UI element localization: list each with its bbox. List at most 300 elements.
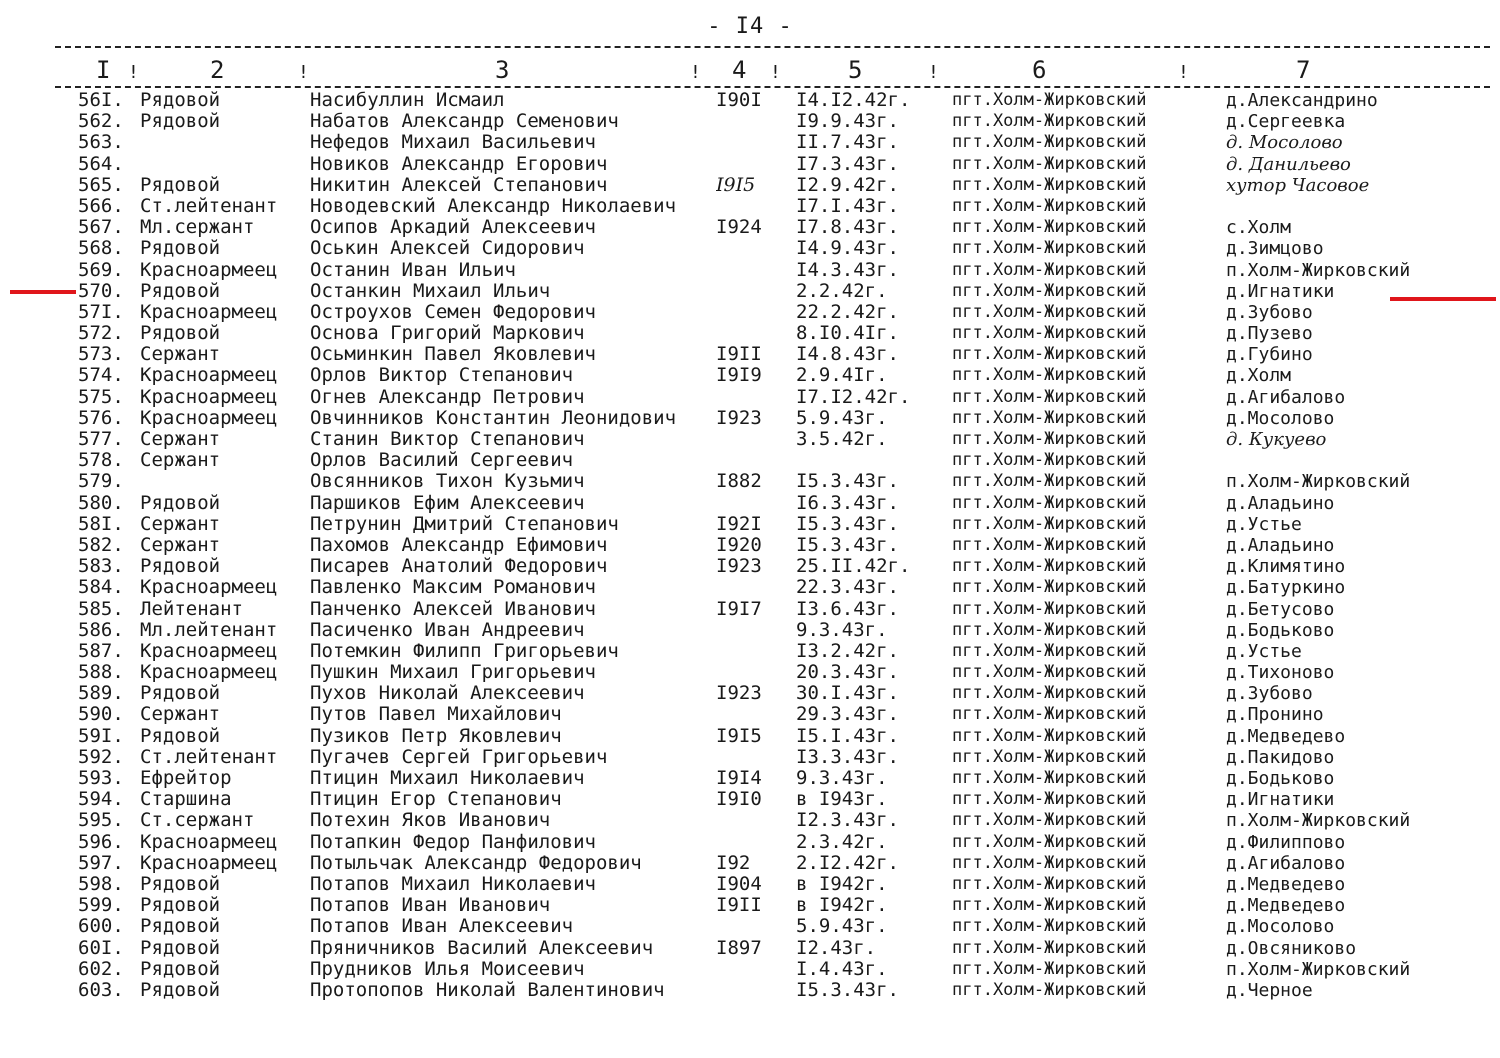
- row-number: 590.: [78, 703, 124, 726]
- table-row: [0, 768, 1500, 789]
- name-cell: Потыльчак Александр Федорович: [310, 852, 642, 874]
- death-date-cell: I5.3.43г.: [796, 979, 899, 1001]
- birth-year-cell: I924: [716, 217, 762, 239]
- origin-place-cell: д.Пронино: [1226, 704, 1324, 726]
- origin-place-cell: п.Холм-Жирковский: [1226, 471, 1411, 493]
- burial-place-cell: пгт.Холм-Жирковский: [952, 725, 1147, 746]
- name-cell: Прудников Илья Моисеевич: [310, 958, 585, 980]
- origin-place-cell: д.Агибалово: [1226, 852, 1346, 874]
- table-row: [0, 556, 1500, 577]
- origin-place-cell: д. Кукуево: [1226, 429, 1327, 450]
- table-row: [0, 959, 1500, 980]
- burial-place-cell: пгт.Холм-Жирковский: [952, 577, 1147, 598]
- origin-place-cell: д. Мосолово: [1226, 132, 1343, 154]
- rank-cell: Красноармеец: [140, 259, 278, 281]
- rank-cell: Сержант: [140, 450, 221, 472]
- column-separator: !: [928, 62, 939, 83]
- row-number: 57I.: [78, 300, 124, 323]
- death-date-cell: 5.9.43г.: [796, 916, 888, 938]
- name-cell: Останин Иван Ильич: [310, 259, 516, 281]
- name-cell: Пахомов Александр Ефимович: [310, 534, 608, 556]
- burial-place-cell: пгт.Холм-Жирковский: [952, 195, 1147, 216]
- death-date-cell: 5.9.43г.: [796, 407, 888, 429]
- column-header-year: 4: [732, 56, 747, 84]
- origin-place-cell: д.Бодьково: [1226, 768, 1335, 789]
- row-number: 578.: [78, 449, 124, 472]
- rank-cell: Рядовой: [140, 280, 221, 302]
- name-cell: Осьминкин Павел Яковлевич: [310, 344, 596, 366]
- origin-place-cell: д.Устье: [1226, 513, 1302, 535]
- rank-cell: Рядовой: [140, 916, 221, 938]
- death-date-cell: I5.3.43г.: [796, 513, 899, 535]
- burial-place-cell: пгт.Холм-Жирковский: [952, 513, 1147, 534]
- origin-place-cell: д.Мосолово: [1226, 916, 1335, 938]
- death-date-cell: I4.9.43г.: [796, 238, 899, 260]
- name-cell: Павленко Максим Романович: [310, 577, 596, 599]
- name-cell: Паршиков Ефим Алексеевич: [310, 492, 585, 514]
- table-row: [0, 281, 1500, 302]
- origin-place-cell: д.Игнатики: [1226, 789, 1335, 811]
- burial-place-cell: пгт.Холм-Жирковский: [952, 873, 1147, 894]
- origin-place-cell: д.Губино: [1226, 344, 1313, 366]
- name-cell: Орлов Виктор Степанович: [310, 365, 574, 387]
- burial-place-cell: пгт.Холм-Жирковский: [952, 746, 1147, 767]
- burial-place-cell: пгт.Холм-Жирковский: [952, 174, 1147, 195]
- death-date-cell: I7.I2.42г.: [796, 386, 911, 408]
- name-cell: Нефедов Михаил Васильевич: [310, 132, 596, 154]
- row-number: 596.: [78, 830, 124, 853]
- birth-year-cell: I9II: [716, 344, 762, 366]
- column-separator: !: [1178, 62, 1189, 83]
- name-cell: Новодевский Александр Николаевич: [310, 195, 677, 217]
- row-number: 574.: [78, 364, 124, 387]
- death-date-cell: I3.3.43г.: [796, 746, 899, 768]
- row-number: 576.: [78, 406, 124, 429]
- birth-year-cell: I92I: [716, 513, 762, 535]
- name-cell: Пряничников Василий Алексеевич: [310, 937, 654, 959]
- table-row: [0, 747, 1500, 768]
- row-number: 584.: [78, 576, 124, 599]
- origin-place-cell: д.Зимцово: [1226, 238, 1324, 260]
- rank-cell: Лейтенант: [140, 598, 243, 620]
- name-cell: Овсянников Тихон Кузьмич: [310, 471, 585, 493]
- row-number: 579.: [78, 470, 124, 493]
- name-cell: Оськин Алексей Сидорович: [310, 238, 585, 260]
- birth-year-cell: I9I9: [716, 365, 762, 387]
- row-number: 562.: [78, 110, 124, 133]
- name-cell: Пузиков Петр Яковлевич: [310, 725, 562, 747]
- death-date-cell: 2.I2.42г.: [796, 852, 899, 874]
- table-row: [0, 832, 1500, 853]
- column-header-place: 7: [1296, 56, 1311, 84]
- burial-place-cell: пгт.Холм-Жирковский: [952, 429, 1147, 449]
- row-number: 580.: [78, 491, 124, 514]
- table-row: [0, 450, 1500, 471]
- name-cell: Насибуллин Исмаил: [310, 90, 505, 111]
- birth-year-cell: I923: [716, 683, 762, 705]
- column-separator: !: [770, 62, 781, 83]
- burial-place-cell: пгт.Холм-Жирковский: [952, 492, 1147, 513]
- burial-place-cell: пгт.Холм-Жирковский: [952, 323, 1147, 344]
- death-date-cell: 9.3.43г.: [796, 619, 888, 641]
- rank-cell: Сержант: [140, 534, 221, 556]
- row-number: 58I.: [78, 512, 124, 535]
- death-date-cell: I3.6.43г.: [796, 598, 899, 620]
- row-number: 568.: [78, 237, 124, 260]
- column-header-rank: 2: [210, 56, 225, 84]
- table-row: [0, 662, 1500, 683]
- rank-cell: Рядовой: [140, 683, 221, 705]
- burial-place-cell: пгт.Холм-Жирковский: [952, 217, 1147, 238]
- rank-cell: Рядовой: [140, 323, 221, 345]
- rank-cell: Рядовой: [140, 873, 221, 895]
- row-number: 56I.: [78, 89, 124, 111]
- death-date-cell: I9.9.43г.: [796, 111, 899, 133]
- row-number: 575.: [78, 385, 124, 408]
- table-row: [0, 874, 1500, 895]
- burial-place-cell: пгт.Холм-Жирковский: [952, 958, 1147, 979]
- death-date-cell: в I942г.: [796, 895, 888, 917]
- table-row: [0, 493, 1500, 514]
- name-cell: Новиков Александр Егорович: [310, 153, 608, 175]
- death-date-cell: I7.3.43г.: [796, 153, 899, 175]
- rank-cell: Красноармеец: [140, 407, 278, 429]
- death-date-cell: 29.3.43г.: [796, 704, 899, 726]
- rank-cell: Рядовой: [140, 492, 221, 514]
- death-date-cell: I.4.43г.: [796, 958, 888, 980]
- table-row: [0, 344, 1500, 365]
- origin-place-cell: д.Климятино: [1226, 556, 1346, 578]
- name-cell: Петрунин Дмитрий Степанович: [310, 513, 619, 535]
- name-cell: Никитин Алексей Степанович: [310, 174, 608, 196]
- rank-cell: Рядовой: [140, 958, 221, 980]
- origin-place-cell: д.Зубово: [1226, 301, 1313, 323]
- origin-place-cell: д.Холм: [1226, 365, 1292, 387]
- row-number: 593.: [78, 767, 124, 789]
- origin-place-cell: д.Батуркино: [1226, 577, 1346, 599]
- birth-year-cell: I923: [716, 556, 762, 578]
- red-marker-right: [1390, 297, 1496, 301]
- table-row: [0, 90, 1500, 111]
- page-number: - I4 -: [707, 14, 793, 39]
- origin-place-cell: п.Холм-Жирковский: [1226, 259, 1411, 281]
- burial-place-cell: пгт.Холм-Жирковский: [952, 90, 1147, 110]
- origin-place-cell: д.Бетусово: [1226, 598, 1335, 620]
- death-date-cell: 25.II.42г.: [796, 556, 911, 578]
- birth-year-cell: I9I5: [716, 174, 756, 196]
- burial-place-cell: пгт.Холм-Жирковский: [952, 852, 1147, 873]
- origin-place-cell: д.Филиппово: [1226, 831, 1346, 853]
- name-cell: Птицин Егор Степанович: [310, 789, 562, 811]
- burial-place-cell: пгт.Холм-Жирковский: [952, 831, 1147, 852]
- rank-cell: Сержант: [140, 704, 221, 726]
- rank-cell: Красноармеец: [140, 662, 278, 684]
- birth-year-cell: I9II: [716, 895, 762, 917]
- rank-cell: Рядовой: [140, 90, 221, 111]
- death-date-cell: I5.3.43г.: [796, 534, 899, 556]
- name-cell: Протопопов Николай Валентинович: [310, 979, 665, 1001]
- rank-cell: Рядовой: [140, 238, 221, 260]
- origin-place-cell: д.Пузево: [1226, 323, 1313, 345]
- origin-place-cell: д.Медведево: [1226, 895, 1346, 917]
- table-row: [0, 387, 1500, 408]
- origin-place-cell: д.Бодьково: [1226, 619, 1335, 641]
- birth-year-cell: I882: [716, 471, 762, 493]
- burial-place-cell: пгт.Холм-Жирковский: [952, 979, 1147, 1000]
- table-row: [0, 323, 1500, 344]
- table-row: [0, 641, 1500, 662]
- name-cell: Останкин Михаил Ильич: [310, 280, 551, 302]
- death-date-cell: I7.8.43г.: [796, 217, 899, 239]
- rank-cell: Ст.сержант: [140, 810, 255, 832]
- row-number: 585.: [78, 597, 124, 620]
- death-date-cell: I5.3.43г.: [796, 471, 899, 493]
- death-date-cell: I3.2.42г.: [796, 640, 899, 662]
- name-cell: Станин Виктор Степанович: [310, 429, 585, 450]
- rank-cell: Красноармеец: [140, 852, 278, 874]
- burial-place-cell: пгт.Холм-Жирковский: [952, 450, 1147, 471]
- row-number: 564.: [78, 152, 124, 175]
- column-header-num: I: [96, 56, 111, 84]
- table-row: [0, 938, 1500, 959]
- death-date-cell: I4.I2.42г.: [796, 90, 911, 111]
- table-row: [0, 429, 1500, 450]
- table-row: [0, 132, 1500, 153]
- row-number: 60I.: [78, 936, 124, 959]
- origin-place-cell: д.Александрино: [1226, 90, 1378, 111]
- table-row: [0, 535, 1500, 556]
- rank-cell: Рядовой: [140, 725, 221, 747]
- burial-place-cell: пгт.Холм-Жирковский: [952, 259, 1147, 280]
- burial-place-cell: пгт.Холм-Жирковский: [952, 365, 1147, 386]
- red-marker-left: [10, 290, 76, 294]
- birth-year-cell: I920: [716, 534, 762, 556]
- death-date-cell: I2.43г.: [796, 937, 877, 959]
- burial-place-cell: пгт.Холм-Жирковский: [952, 895, 1147, 916]
- origin-place-cell: п.Холм-Жирковский: [1226, 810, 1411, 832]
- death-date-cell: 20.3.43г.: [796, 662, 899, 684]
- rank-cell: Ефрейтор: [140, 768, 232, 789]
- row-number: 572.: [78, 322, 124, 345]
- rank-cell: Сержант: [140, 429, 221, 450]
- name-cell: Потапов Михаил Николаевич: [310, 873, 596, 895]
- header-rule-top: [55, 46, 1490, 48]
- burial-place-cell: пгт.Холм-Жирковский: [952, 111, 1147, 132]
- death-date-cell: 30.I.43г.: [796, 683, 899, 705]
- table-row: [0, 577, 1500, 598]
- table-row: [0, 196, 1500, 217]
- rank-cell: Ст.лейтенант: [140, 746, 278, 768]
- burial-place-cell: пгт.Холм-Жирковский: [952, 789, 1147, 810]
- death-date-cell: I6.3.43г.: [796, 492, 899, 514]
- death-date-cell: 22.3.43г.: [796, 577, 899, 599]
- origin-place-cell: д.Черное: [1226, 979, 1313, 1001]
- table-row: [0, 810, 1500, 831]
- burial-place-cell: пгт.Холм-Жирковский: [952, 344, 1147, 365]
- table-row: [0, 683, 1500, 704]
- name-cell: Основа Григорий Маркович: [310, 323, 585, 345]
- records-table: [0, 90, 1500, 1001]
- rank-cell: Красноармеец: [140, 640, 278, 662]
- burial-place-cell: пгт.Холм-Жирковский: [952, 238, 1147, 259]
- row-number: 600.: [78, 915, 124, 938]
- row-number: 566.: [78, 194, 124, 217]
- origin-place-cell: д.Аладьино: [1226, 492, 1335, 514]
- origin-place-cell: д.Устье: [1226, 640, 1302, 662]
- table-row: [0, 260, 1500, 281]
- burial-place-cell: пгт.Холм-Жирковский: [952, 471, 1147, 492]
- burial-place-cell: пгт.Холм-Жирковский: [952, 683, 1147, 704]
- burial-place-cell: пгт.Холм-Жирковский: [952, 937, 1147, 958]
- origin-place-cell: д.Пакидово: [1226, 746, 1335, 768]
- burial-place-cell: пгт.Холм-Жирковский: [952, 916, 1147, 937]
- death-date-cell: 2.9.4Iг.: [796, 365, 888, 387]
- rank-cell: Мл.лейтенант: [140, 619, 278, 641]
- row-number: 569.: [78, 258, 124, 281]
- name-cell: Овчинников Константин Леонидович: [310, 407, 677, 429]
- name-cell: Потапов Иван Алексеевич: [310, 916, 574, 938]
- death-date-cell: 8.I0.4Iг.: [796, 323, 899, 345]
- name-cell: Осипов Аркадий Алексеевич: [310, 217, 596, 239]
- burial-place-cell: пгт.Холм-Жирковский: [952, 598, 1147, 619]
- table-row: [0, 853, 1500, 874]
- name-cell: Путов Павел Михайлович: [310, 704, 562, 726]
- origin-place-cell: д.Мосолово: [1226, 407, 1335, 429]
- death-date-cell: 3.5.42г.: [796, 429, 888, 450]
- name-cell: Пасиченко Иван Андреевич: [310, 619, 585, 641]
- death-date-cell: I4.8.43г.: [796, 344, 899, 366]
- header-rule-bottom: [55, 86, 1490, 88]
- name-cell: Остроухов Семен Федорович: [310, 301, 596, 323]
- burial-place-cell: пгт.Холм-Жирковский: [952, 704, 1147, 725]
- death-date-cell: I4.3.43г.: [796, 259, 899, 281]
- burial-place-cell: пгт.Холм-Жирковский: [952, 132, 1147, 153]
- death-date-cell: I7.I.43г.: [796, 195, 899, 217]
- burial-place-cell: пгт.Холм-Жирковский: [952, 280, 1147, 301]
- origin-place-cell: д. Данильево: [1226, 153, 1351, 175]
- rank-cell: Рядовой: [140, 111, 221, 133]
- table-row: [0, 620, 1500, 641]
- burial-place-cell: пгт.Холм-Жирковский: [952, 534, 1147, 555]
- origin-place-cell: с.Холм: [1226, 217, 1292, 239]
- burial-place-cell: пгт.Холм-Жирковский: [952, 768, 1147, 788]
- burial-place-cell: пгт.Холм-Жирковский: [952, 810, 1147, 831]
- burial-place-cell: пгт.Холм-Жирковский: [952, 407, 1147, 428]
- row-number: 598.: [78, 872, 124, 895]
- death-date-cell: I2.9.42г.: [796, 174, 899, 196]
- table-row: [0, 302, 1500, 323]
- rank-cell: Рядовой: [140, 895, 221, 917]
- birth-year-cell: I9I5: [716, 725, 762, 747]
- row-number: 597.: [78, 851, 124, 874]
- row-number: 587.: [78, 639, 124, 662]
- row-number: 570.: [78, 279, 124, 302]
- rank-cell: Красноармеец: [140, 301, 278, 323]
- row-number: 603.: [78, 978, 124, 1001]
- row-number: 582.: [78, 533, 124, 556]
- name-cell: Писарев Анатолий Федорович: [310, 556, 608, 578]
- birth-year-cell: I923: [716, 407, 762, 429]
- row-number: 59I.: [78, 724, 124, 747]
- burial-place-cell: пгт.Холм-Жирковский: [952, 386, 1147, 407]
- row-number: 592.: [78, 745, 124, 768]
- rank-cell: Рядовой: [140, 979, 221, 1001]
- birth-year-cell: I90I: [716, 90, 762, 111]
- origin-place-cell: д.Зубово: [1226, 683, 1313, 705]
- row-number: 588.: [78, 661, 124, 684]
- table-row: [0, 238, 1500, 259]
- table-row: [0, 599, 1500, 620]
- table-row: [0, 895, 1500, 916]
- burial-place-cell: пгт.Холм-Жирковский: [952, 640, 1147, 661]
- table-row: [0, 408, 1500, 429]
- origin-place-cell: хутор Часовое: [1226, 174, 1370, 196]
- table-row: [0, 916, 1500, 937]
- rank-cell: Ст.лейтенант: [140, 195, 278, 217]
- origin-place-cell: п.Холм-Жирковский: [1226, 958, 1411, 980]
- rank-cell: Красноармеец: [140, 365, 278, 387]
- row-number: 589.: [78, 682, 124, 705]
- birth-year-cell: I9I4: [716, 768, 762, 789]
- name-cell: Потапов Иван Иванович: [310, 895, 551, 917]
- death-date-cell: I5.I.43г.: [796, 725, 899, 747]
- name-cell: Пухов Николай Алексеевич: [310, 683, 585, 705]
- rank-cell: Рядовой: [140, 937, 221, 959]
- birth-year-cell: I897: [716, 937, 762, 959]
- origin-place-cell: д.Овсяниково: [1226, 937, 1357, 959]
- death-date-cell: 2.2.42г.: [796, 280, 888, 302]
- origin-place-cell: д.Агибалово: [1226, 386, 1346, 408]
- name-cell: Птицин Михаил Николаевич: [310, 768, 585, 789]
- table-row: [0, 980, 1500, 1001]
- origin-place-cell: д.Игнатики: [1226, 280, 1335, 302]
- column-separator: !: [128, 62, 139, 83]
- burial-place-cell: пгт.Холм-Жирковский: [952, 153, 1147, 174]
- table-row: [0, 217, 1500, 238]
- table-row: [0, 789, 1500, 810]
- death-date-cell: 9.3.43г.: [796, 768, 888, 789]
- birth-year-cell: I904: [716, 873, 762, 895]
- row-number: 583.: [78, 555, 124, 578]
- birth-year-cell: I9I0: [716, 789, 762, 811]
- table-row: [0, 704, 1500, 725]
- birth-year-cell: I9I7: [716, 598, 762, 620]
- table-row: [0, 514, 1500, 535]
- rank-cell: Старшина: [140, 789, 232, 811]
- column-header-name: 3: [495, 56, 510, 84]
- column-separator: !: [298, 62, 309, 83]
- death-date-cell: 2.3.42г.: [796, 831, 888, 853]
- origin-place-cell: д.Медведево: [1226, 725, 1346, 747]
- origin-place-cell: д.Сергеевка: [1226, 111, 1346, 133]
- burial-place-cell: пгт.Холм-Жирковский: [952, 619, 1147, 640]
- origin-place-cell: д.Медведево: [1226, 873, 1346, 895]
- name-cell: Потапкин Федор Панфилович: [310, 831, 596, 853]
- death-date-cell: в I942г.: [796, 873, 888, 895]
- rank-cell: Рядовой: [140, 174, 221, 196]
- rank-cell: Сержант: [140, 513, 221, 535]
- row-number: 595.: [78, 809, 124, 832]
- name-cell: Пугачев Сергей Григорьевич: [310, 746, 608, 768]
- rank-cell: Рядовой: [140, 556, 221, 578]
- name-cell: Пушкин Михаил Григорьевич: [310, 662, 596, 684]
- name-cell: Огнев Александр Петрович: [310, 386, 585, 408]
- death-date-cell: в I943г.: [796, 789, 888, 811]
- row-number: 573.: [78, 343, 124, 366]
- name-cell: Потехин Яков Иванович: [310, 810, 551, 832]
- row-number: 567.: [78, 216, 124, 239]
- rank-cell: Сержант: [140, 344, 221, 366]
